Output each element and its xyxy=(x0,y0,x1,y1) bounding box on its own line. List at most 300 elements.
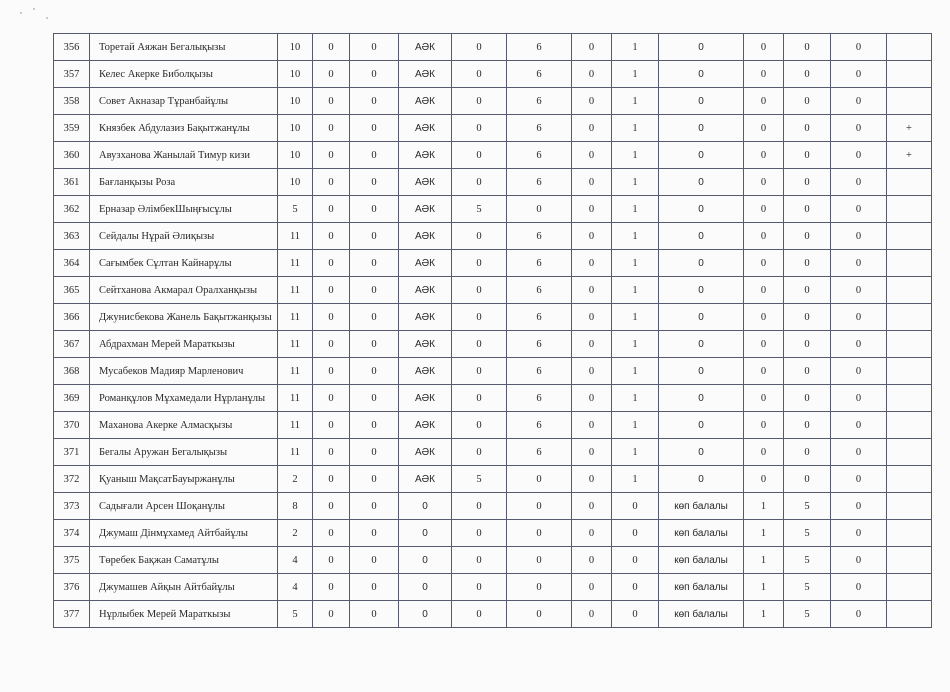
col-10-cell: 0 xyxy=(744,304,784,331)
col-10-cell: 1 xyxy=(744,574,784,601)
col-3-cell: 0 xyxy=(350,601,399,628)
col-1-cell: 4 xyxy=(278,574,313,601)
row-number-cell: 374 xyxy=(54,520,90,547)
col-11-cell: 0 xyxy=(784,250,831,277)
col-5-cell: 0 xyxy=(452,520,507,547)
col-9-cell: көп балалы xyxy=(659,520,744,547)
col-6-cell: 0 xyxy=(507,466,572,493)
col-4-cell: АӘК xyxy=(399,277,452,304)
col-5-cell: 0 xyxy=(452,34,507,61)
col-13-cell xyxy=(887,277,932,304)
col-4-cell: АӘК xyxy=(399,196,452,223)
col-9-cell: 0 xyxy=(659,331,744,358)
col-2-cell: 0 xyxy=(313,547,350,574)
col-3-cell: 0 xyxy=(350,547,399,574)
col-3-cell: 0 xyxy=(350,439,399,466)
col-1-cell: 11 xyxy=(278,304,313,331)
col-4-cell: АӘК xyxy=(399,304,452,331)
col-3-cell: 0 xyxy=(350,385,399,412)
col-11-cell: 0 xyxy=(784,358,831,385)
col-12-cell: 0 xyxy=(831,250,887,277)
col-4-cell: АӘК xyxy=(399,250,452,277)
col-4-cell: 0 xyxy=(399,601,452,628)
col-1-cell: 11 xyxy=(278,331,313,358)
col-3-cell: 0 xyxy=(350,412,399,439)
col-6-cell: 6 xyxy=(507,358,572,385)
col-1-cell: 10 xyxy=(278,169,313,196)
col-10-cell: 0 xyxy=(744,169,784,196)
row-number-cell: 362 xyxy=(54,196,90,223)
col-13-cell xyxy=(887,412,932,439)
col-8-cell: 0 xyxy=(612,574,659,601)
col-3-cell: 0 xyxy=(350,34,399,61)
col-9-cell: 0 xyxy=(659,88,744,115)
col-2-cell: 0 xyxy=(313,277,350,304)
col-3-cell: 0 xyxy=(350,61,399,88)
col-6-cell: 6 xyxy=(507,412,572,439)
col-3-cell: 0 xyxy=(350,223,399,250)
col-11-cell: 0 xyxy=(784,304,831,331)
col-7-cell: 0 xyxy=(572,61,612,88)
col-8-cell: 0 xyxy=(612,520,659,547)
col-12-cell: 0 xyxy=(831,439,887,466)
col-2-cell: 0 xyxy=(313,304,350,331)
col-1-cell: 10 xyxy=(278,34,313,61)
col-13-cell xyxy=(887,61,932,88)
col-4-cell: АӘК xyxy=(399,61,452,88)
table-row xyxy=(54,196,932,223)
col-13-cell xyxy=(887,331,932,358)
col-9-cell: 0 xyxy=(659,142,744,169)
col-6-cell: 6 xyxy=(507,34,572,61)
col-12-cell: 0 xyxy=(831,385,887,412)
col-8-cell: 1 xyxy=(612,412,659,439)
col-5-cell: 0 xyxy=(452,169,507,196)
col-3-cell: 0 xyxy=(350,196,399,223)
student-name-cell: Джунисбекова Жанель Бақытжанқызы xyxy=(90,304,278,331)
student-name-cell: Сейдалы Нұрай Әлиқызы xyxy=(90,223,278,250)
col-9-cell: 0 xyxy=(659,196,744,223)
col-13-cell xyxy=(887,520,932,547)
col-8-cell: 1 xyxy=(612,196,659,223)
col-10-cell: 1 xyxy=(744,547,784,574)
col-9-cell: 0 xyxy=(659,61,744,88)
col-1-cell: 11 xyxy=(278,277,313,304)
col-10-cell: 0 xyxy=(744,250,784,277)
table-body xyxy=(54,34,932,628)
col-1-cell: 10 xyxy=(278,115,313,142)
col-12-cell: 0 xyxy=(831,304,887,331)
col-3-cell: 0 xyxy=(350,277,399,304)
col-4-cell: АӘК xyxy=(399,88,452,115)
col-11-cell: 0 xyxy=(784,439,831,466)
col-12-cell: 0 xyxy=(831,169,887,196)
col-5-cell: 0 xyxy=(452,547,507,574)
col-6-cell: 0 xyxy=(507,574,572,601)
table-row xyxy=(54,520,932,547)
col-13-cell xyxy=(887,547,932,574)
col-12-cell: 0 xyxy=(831,277,887,304)
col-2-cell: 0 xyxy=(313,493,350,520)
student-name-cell: Авузханова Жанылай Тимур кизи xyxy=(90,142,278,169)
col-7-cell: 0 xyxy=(572,412,612,439)
col-6-cell: 6 xyxy=(507,439,572,466)
col-2-cell: 0 xyxy=(313,412,350,439)
row-number-cell: 364 xyxy=(54,250,90,277)
student-name-cell: Сағымбек Сұлтан Кайнарұлы xyxy=(90,250,278,277)
col-9-cell: 0 xyxy=(659,358,744,385)
col-8-cell: 1 xyxy=(612,115,659,142)
col-5-cell: 0 xyxy=(452,223,507,250)
col-12-cell: 0 xyxy=(831,223,887,250)
row-number-cell: 365 xyxy=(54,277,90,304)
col-13-cell xyxy=(887,34,932,61)
row-number-cell: 368 xyxy=(54,358,90,385)
col-7-cell: 0 xyxy=(572,142,612,169)
row-number-cell: 371 xyxy=(54,439,90,466)
student-name-cell: Джумашев Айқын Айтбайұлы xyxy=(90,574,278,601)
col-8-cell: 0 xyxy=(612,601,659,628)
table-row xyxy=(54,412,932,439)
col-2-cell: 0 xyxy=(313,196,350,223)
col-9-cell: 0 xyxy=(659,439,744,466)
col-5-cell: 0 xyxy=(452,439,507,466)
col-10-cell: 0 xyxy=(744,385,784,412)
col-13-cell xyxy=(887,358,932,385)
col-6-cell: 0 xyxy=(507,601,572,628)
table-row xyxy=(54,493,932,520)
col-9-cell: 0 xyxy=(659,115,744,142)
col-8-cell: 1 xyxy=(612,169,659,196)
col-8-cell: 1 xyxy=(612,250,659,277)
col-1-cell: 5 xyxy=(278,196,313,223)
col-2-cell: 0 xyxy=(313,439,350,466)
col-5-cell: 0 xyxy=(452,250,507,277)
col-1-cell: 10 xyxy=(278,142,313,169)
row-number-cell: 363 xyxy=(54,223,90,250)
col-7-cell: 0 xyxy=(572,304,612,331)
col-8-cell: 1 xyxy=(612,61,659,88)
col-10-cell: 0 xyxy=(744,277,784,304)
col-1-cell: 11 xyxy=(278,223,313,250)
col-9-cell: 0 xyxy=(659,466,744,493)
col-10-cell: 0 xyxy=(744,412,784,439)
col-7-cell: 0 xyxy=(572,493,612,520)
row-number-cell: 361 xyxy=(54,169,90,196)
col-10-cell: 0 xyxy=(744,439,784,466)
student-name-cell: Абдрахман Мерей Мараткызы xyxy=(90,331,278,358)
col-5-cell: 0 xyxy=(452,385,507,412)
col-12-cell: 0 xyxy=(831,88,887,115)
row-number-cell: 356 xyxy=(54,34,90,61)
col-4-cell: АӘК xyxy=(399,115,452,142)
col-2-cell: 0 xyxy=(313,601,350,628)
col-9-cell: көп балалы xyxy=(659,574,744,601)
row-number-cell: 376 xyxy=(54,574,90,601)
table-row xyxy=(54,385,932,412)
col-5-cell: 0 xyxy=(452,331,507,358)
student-name-cell: Садығали Арсен Шоқанұлы xyxy=(90,493,278,520)
student-name-cell: Нұрлыбек Мерей Мараткызы xyxy=(90,601,278,628)
table-row xyxy=(54,88,932,115)
col-7-cell: 0 xyxy=(572,223,612,250)
col-7-cell: 0 xyxy=(572,331,612,358)
col-8-cell: 1 xyxy=(612,331,659,358)
col-11-cell: 0 xyxy=(784,385,831,412)
col-4-cell: 0 xyxy=(399,547,452,574)
col-1-cell: 8 xyxy=(278,493,313,520)
col-13-cell: + xyxy=(887,142,932,169)
col-9-cell: 0 xyxy=(659,250,744,277)
col-11-cell: 0 xyxy=(784,331,831,358)
col-2-cell: 0 xyxy=(313,358,350,385)
col-9-cell: 0 xyxy=(659,169,744,196)
col-5-cell: 0 xyxy=(452,574,507,601)
col-13-cell: + xyxy=(887,115,932,142)
col-10-cell: 0 xyxy=(744,358,784,385)
col-4-cell: 0 xyxy=(399,520,452,547)
col-8-cell: 1 xyxy=(612,88,659,115)
col-4-cell: АӘК xyxy=(399,385,452,412)
col-6-cell: 6 xyxy=(507,385,572,412)
col-7-cell: 0 xyxy=(572,520,612,547)
table-row xyxy=(54,169,932,196)
col-11-cell: 0 xyxy=(784,61,831,88)
col-7-cell: 0 xyxy=(572,250,612,277)
col-9-cell: көп балалы xyxy=(659,547,744,574)
table-row xyxy=(54,61,932,88)
col-10-cell: 0 xyxy=(744,331,784,358)
col-7-cell: 0 xyxy=(572,547,612,574)
col-10-cell: 1 xyxy=(744,520,784,547)
row-number-cell: 372 xyxy=(54,466,90,493)
student-name-cell: Қуаныш МақсатБауыржанұлы xyxy=(90,466,278,493)
col-12-cell: 0 xyxy=(831,358,887,385)
col-7-cell: 0 xyxy=(572,277,612,304)
col-12-cell: 0 xyxy=(831,493,887,520)
col-9-cell: 0 xyxy=(659,34,744,61)
table-row xyxy=(54,250,932,277)
student-name-cell: Торетай Аяжан Бегалықызы xyxy=(90,34,278,61)
col-2-cell: 0 xyxy=(313,61,350,88)
col-8-cell: 0 xyxy=(612,547,659,574)
table-row xyxy=(54,304,932,331)
col-5-cell: 0 xyxy=(452,601,507,628)
col-3-cell: 0 xyxy=(350,331,399,358)
col-2-cell: 0 xyxy=(313,250,350,277)
col-3-cell: 0 xyxy=(350,520,399,547)
table-row xyxy=(54,574,932,601)
student-name-cell: Сейтханова Акмарал Оралханқызы xyxy=(90,277,278,304)
col-7-cell: 0 xyxy=(572,574,612,601)
col-10-cell: 0 xyxy=(744,466,784,493)
row-number-cell: 366 xyxy=(54,304,90,331)
col-8-cell: 0 xyxy=(612,493,659,520)
row-number-cell: 377 xyxy=(54,601,90,628)
col-1-cell: 11 xyxy=(278,358,313,385)
col-1-cell: 5 xyxy=(278,601,313,628)
col-1-cell: 11 xyxy=(278,412,313,439)
col-5-cell: 0 xyxy=(452,277,507,304)
table-row xyxy=(54,277,932,304)
row-number-cell: 370 xyxy=(54,412,90,439)
col-8-cell: 1 xyxy=(612,304,659,331)
col-11-cell: 0 xyxy=(784,223,831,250)
col-10-cell: 0 xyxy=(744,61,784,88)
col-2-cell: 0 xyxy=(313,331,350,358)
col-5-cell: 0 xyxy=(452,493,507,520)
col-6-cell: 0 xyxy=(507,196,572,223)
col-8-cell: 1 xyxy=(612,277,659,304)
col-6-cell: 6 xyxy=(507,88,572,115)
col-4-cell: АӘК xyxy=(399,412,452,439)
col-2-cell: 0 xyxy=(313,142,350,169)
col-11-cell: 5 xyxy=(784,520,831,547)
col-9-cell: 0 xyxy=(659,277,744,304)
col-7-cell: 0 xyxy=(572,169,612,196)
col-11-cell: 0 xyxy=(784,88,831,115)
col-12-cell: 0 xyxy=(831,61,887,88)
student-name-cell: Князбек Абдулазиз Бақытжанұлы xyxy=(90,115,278,142)
table-row xyxy=(54,331,932,358)
col-6-cell: 6 xyxy=(507,331,572,358)
col-10-cell: 0 xyxy=(744,142,784,169)
col-11-cell: 5 xyxy=(784,574,831,601)
col-10-cell: 0 xyxy=(744,34,784,61)
col-12-cell: 0 xyxy=(831,331,887,358)
col-13-cell xyxy=(887,88,932,115)
student-name-cell: Джумаш Дінмұхамед Айтбайұлы xyxy=(90,520,278,547)
col-1-cell: 4 xyxy=(278,547,313,574)
col-12-cell: 0 xyxy=(831,466,887,493)
col-6-cell: 6 xyxy=(507,277,572,304)
student-name-cell: Келес Акерке Биболқызы xyxy=(90,61,278,88)
col-7-cell: 0 xyxy=(572,358,612,385)
col-3-cell: 0 xyxy=(350,88,399,115)
col-12-cell: 0 xyxy=(831,601,887,628)
col-3-cell: 0 xyxy=(350,304,399,331)
student-name-cell: Романқұлов Мұхамедали Нұрланұлы xyxy=(90,385,278,412)
col-8-cell: 1 xyxy=(612,142,659,169)
col-8-cell: 1 xyxy=(612,385,659,412)
col-3-cell: 0 xyxy=(350,142,399,169)
col-13-cell xyxy=(887,250,932,277)
col-5-cell: 0 xyxy=(452,358,507,385)
col-11-cell: 5 xyxy=(784,601,831,628)
col-6-cell: 6 xyxy=(507,115,572,142)
student-name-cell: Мусабеков Мадияр Марленович xyxy=(90,358,278,385)
col-10-cell: 0 xyxy=(744,115,784,142)
col-6-cell: 6 xyxy=(507,304,572,331)
row-number-cell: 357 xyxy=(54,61,90,88)
col-12-cell: 0 xyxy=(831,520,887,547)
col-1-cell: 2 xyxy=(278,520,313,547)
col-3-cell: 0 xyxy=(350,493,399,520)
student-name-cell: Маханова Акерке Алмасқызы xyxy=(90,412,278,439)
table-row xyxy=(54,223,932,250)
col-11-cell: 5 xyxy=(784,547,831,574)
col-8-cell: 1 xyxy=(612,439,659,466)
col-13-cell xyxy=(887,493,932,520)
col-1-cell: 10 xyxy=(278,61,313,88)
col-3-cell: 0 xyxy=(350,169,399,196)
col-5-cell: 5 xyxy=(452,466,507,493)
row-number-cell: 373 xyxy=(54,493,90,520)
col-13-cell xyxy=(887,304,932,331)
col-13-cell xyxy=(887,169,932,196)
col-11-cell: 0 xyxy=(784,142,831,169)
col-13-cell xyxy=(887,574,932,601)
col-11-cell: 0 xyxy=(784,34,831,61)
col-6-cell: 0 xyxy=(507,547,572,574)
col-6-cell: 6 xyxy=(507,250,572,277)
col-11-cell: 0 xyxy=(784,412,831,439)
col-9-cell: 0 xyxy=(659,223,744,250)
table-row xyxy=(54,601,932,628)
col-12-cell: 0 xyxy=(831,547,887,574)
col-7-cell: 0 xyxy=(572,88,612,115)
col-13-cell xyxy=(887,601,932,628)
col-2-cell: 0 xyxy=(313,34,350,61)
col-2-cell: 0 xyxy=(313,223,350,250)
col-4-cell: 0 xyxy=(399,493,452,520)
col-4-cell: АӘК xyxy=(399,223,452,250)
col-8-cell: 1 xyxy=(612,466,659,493)
col-12-cell: 0 xyxy=(831,574,887,601)
col-3-cell: 0 xyxy=(350,358,399,385)
col-12-cell: 0 xyxy=(831,412,887,439)
col-13-cell xyxy=(887,439,932,466)
col-7-cell: 0 xyxy=(572,385,612,412)
col-4-cell: 0 xyxy=(399,574,452,601)
col-4-cell: АӘК xyxy=(399,34,452,61)
col-4-cell: АӘК xyxy=(399,169,452,196)
col-11-cell: 0 xyxy=(784,277,831,304)
col-1-cell: 11 xyxy=(278,250,313,277)
col-4-cell: АӘК xyxy=(399,331,452,358)
col-5-cell: 0 xyxy=(452,88,507,115)
table-row xyxy=(54,115,932,142)
col-3-cell: 0 xyxy=(350,250,399,277)
col-2-cell: 0 xyxy=(313,385,350,412)
col-10-cell: 1 xyxy=(744,601,784,628)
col-4-cell: АӘК xyxy=(399,358,452,385)
col-3-cell: 0 xyxy=(350,574,399,601)
col-4-cell: АӘК xyxy=(399,142,452,169)
col-10-cell: 0 xyxy=(744,223,784,250)
col-7-cell: 0 xyxy=(572,34,612,61)
col-8-cell: 1 xyxy=(612,223,659,250)
col-12-cell: 0 xyxy=(831,34,887,61)
col-5-cell: 0 xyxy=(452,304,507,331)
col-7-cell: 0 xyxy=(572,466,612,493)
col-8-cell: 1 xyxy=(612,34,659,61)
table-row xyxy=(54,142,932,169)
col-6-cell: 6 xyxy=(507,223,572,250)
table-row xyxy=(54,34,932,61)
col-12-cell: 0 xyxy=(831,115,887,142)
col-1-cell: 10 xyxy=(278,88,313,115)
col-10-cell: 0 xyxy=(744,88,784,115)
col-9-cell: 0 xyxy=(659,412,744,439)
col-5-cell: 0 xyxy=(452,412,507,439)
col-9-cell: 0 xyxy=(659,304,744,331)
col-5-cell: 0 xyxy=(452,142,507,169)
col-5-cell: 5 xyxy=(452,196,507,223)
col-6-cell: 0 xyxy=(507,520,572,547)
col-11-cell: 0 xyxy=(784,115,831,142)
row-number-cell: 360 xyxy=(54,142,90,169)
